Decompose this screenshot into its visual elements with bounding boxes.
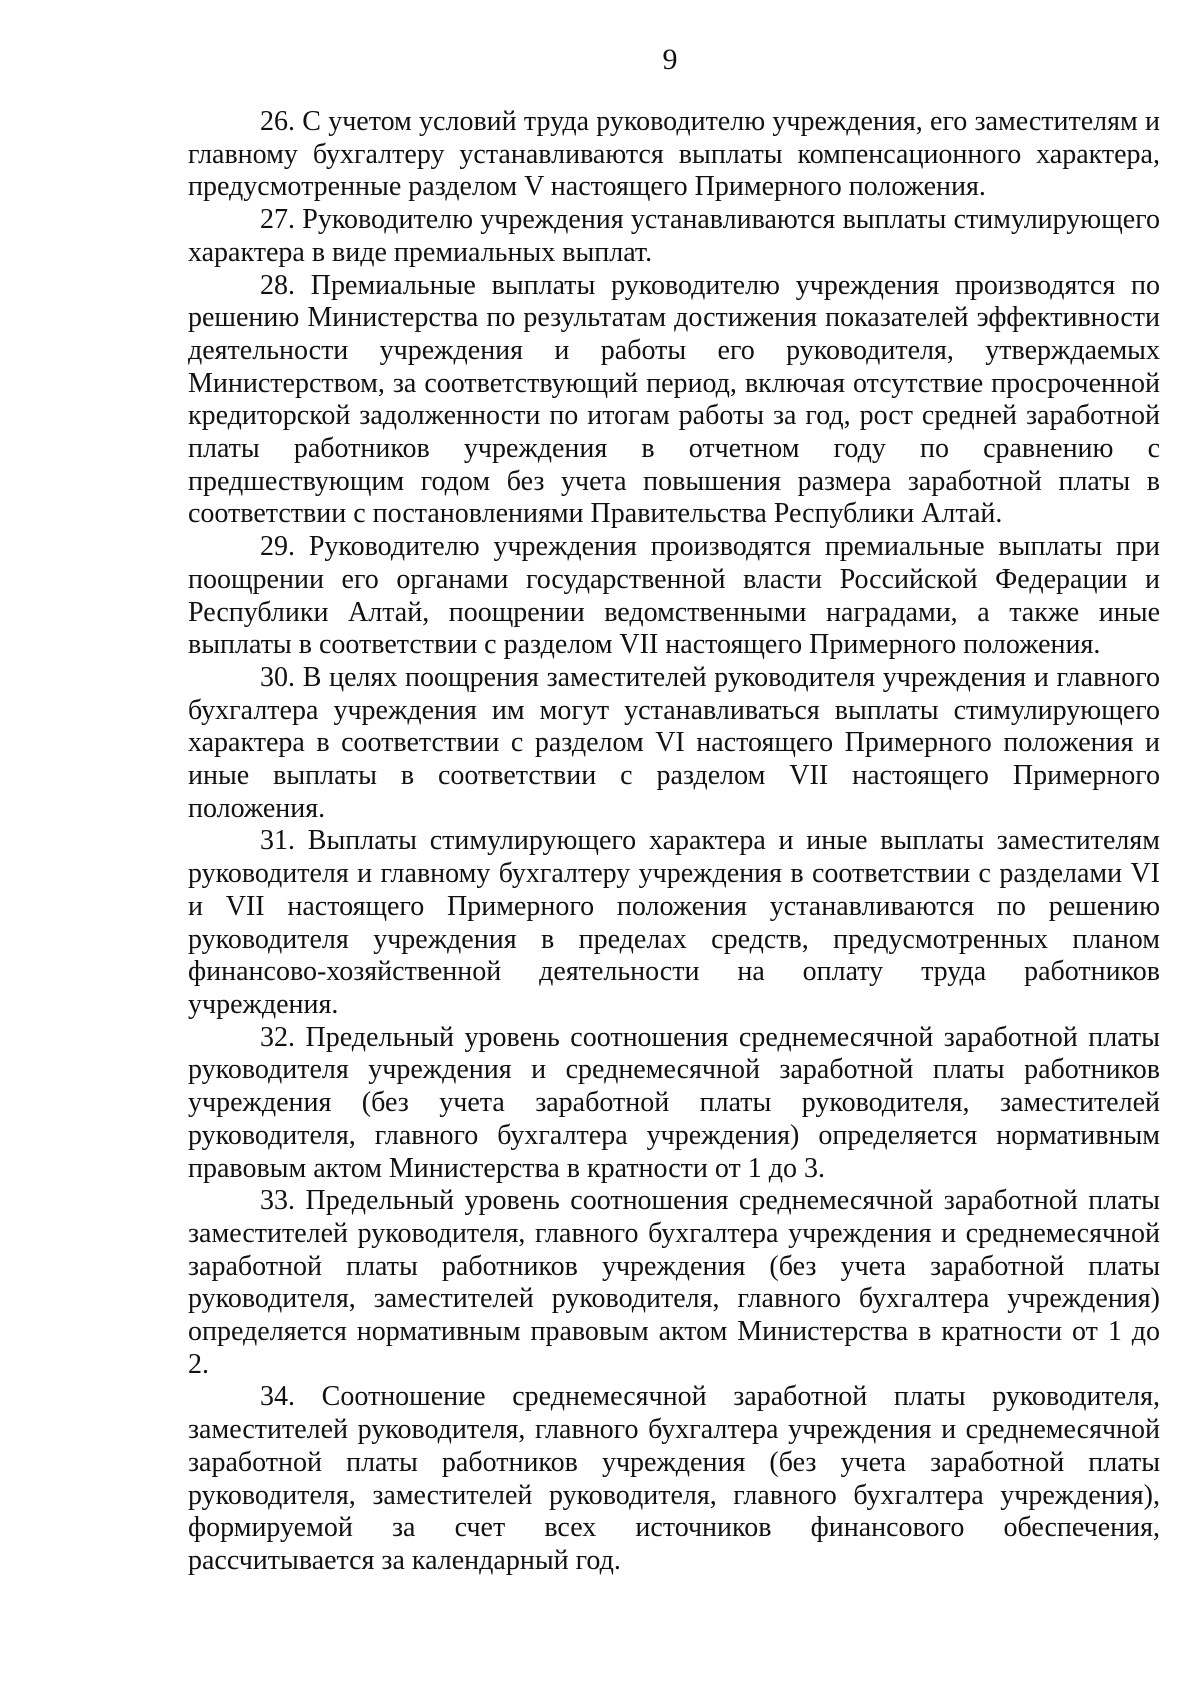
- paragraph-32: 32. Предельный уровень соотношения среднемесячной заработной платы руководителя учреждения и среднемесячной заработной платы работников учреждения (без учета заработной платы руководителя, заместителей руководителя, главного бухгалтера учреждения) определяется нормативным правовым актом Министерства в кратности от 1 до 3.: [188, 1021, 1160, 1184]
- paragraph-29: 29. Руководителю учреждения производятся премиальные выплаты при поощрении его органами государственной власти Российской Федерации и Республики Алтай, поощрении ведомственными наградами, а также иные выплаты в соответствии с разделом VII настоящего Примерного положения.: [188, 531, 1160, 661]
- paragraph-26: 26. С учетом условий труда руководителю учреждения, его заместителям и главному бухгалтеру устанавливаются выплаты компенсационного характера, предусмотренные разделом V настоящего Примерного положения.: [188, 106, 1160, 203]
- paragraph-27: 27. Руководителю учреждения устанавливаются выплаты стимулирующего характера в виде премиальных выплат.: [188, 204, 1160, 268]
- document-body: [188, 106, 1160, 1578]
- paragraph-30: 30. В целях поощрения заместителей руководителя учреждения и главного бухгалтера учреждения им могут устанавливаться выплаты стимулирующего характера в соответствии с разделом VI настоящего Примерного положения и иные выплаты в соответствии с разделом VII настоящего Примерного положения.: [188, 661, 1160, 824]
- paragraph-31: 31. Выплаты стимулирующего характера и иные выплаты заместителям руководителя и главному бухгалтеру учреждения в соответствии с разделами VI и VII настоящего Примерного положения устанавливаются по решению руководителя учреждения в пределах средств, предусмотренных планом финансово-хозяйственной деятельности на оплату труда работников учреждения.: [188, 825, 1160, 1020]
- paragraph-34: 34. Соотношение среднемесячной заработной платы руководителя, заместителей руководителя, главного бухгалтера учреждения и среднемесячной заработной платы работников учреждения (без учета заработной платы руководителя, заместителей руководителя, главного бухгалтера учреждения), формируемой за счет всех источников финансового обеспечения, рассчитывается за календарный год.: [188, 1381, 1160, 1576]
- paragraph-33: 33. Предельный уровень соотношения среднемесячной заработной платы заместителей руководителя, главного бухгалтера учреждения и среднемесячной заработной платы работников учреждения (без учета заработной платы руководителя, заместителей руководителя, главного бухгалтера учреждения) определяется нормативным правовым актом Министерства в кратности от 1 до 2.: [188, 1185, 1160, 1380]
- page-number: 9: [662, 43, 678, 76]
- paragraph-28: 28. Премиальные выплаты руководителю учреждения производятся по решению Министерства по результатам достижения показателей эффективности деятельности учреждения и работы его руководителя, утверждаемых Министерством, за соответствующий период, включая отсутствие просроченной кредиторской задолженности по итогам работы за год, рост средней заработной платы работников учреждения в отчетном году по сравнению с предшествующим годом без учета повышения размера заработной платы в соответствии с постановлениями Правительства Республики Алтай.: [188, 269, 1160, 530]
